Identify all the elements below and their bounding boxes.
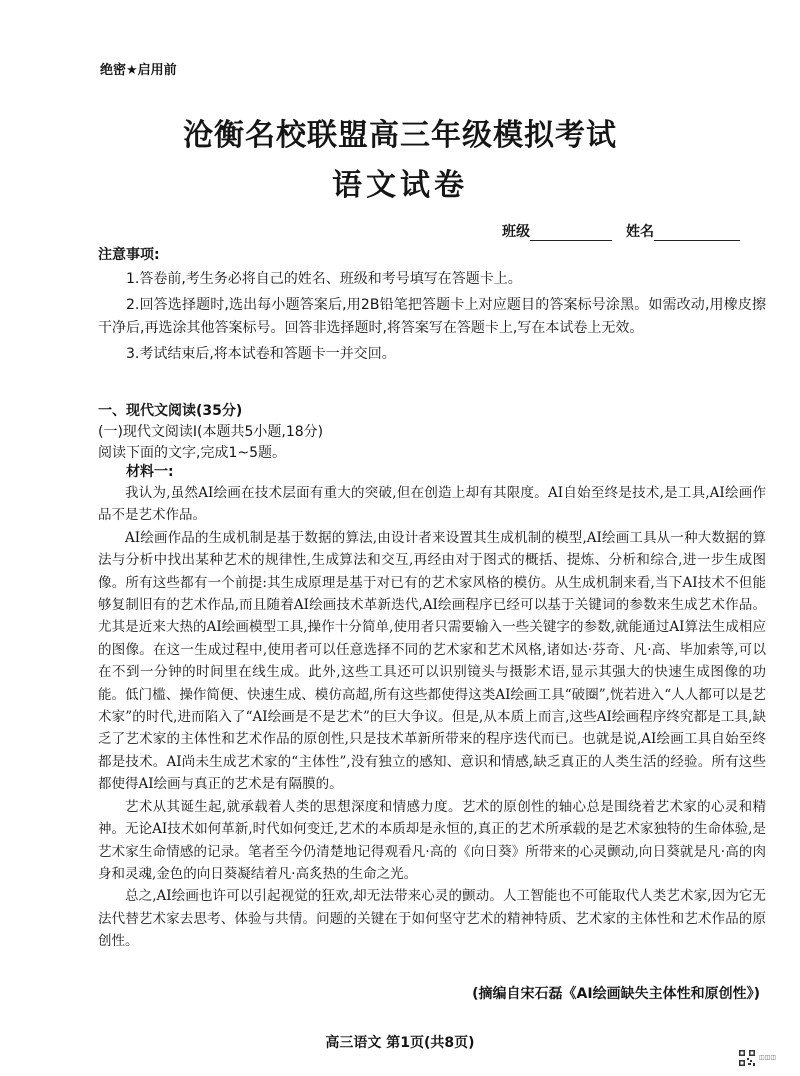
exam-subtitle: 语文试卷 xyxy=(332,168,468,203)
section-instruction: 阅读下面的文字,完成1~5题。 xyxy=(98,445,286,461)
student-info-fields xyxy=(502,221,740,241)
notice-list xyxy=(98,268,766,369)
class-label: 班级 xyxy=(502,224,530,240)
notice-item: 2.回答选择题时,选出每小题答案后,用2B铅笔把答题卡上对应题目的答案标号涂黑。如需改动,用橡皮擦干净后,再选涂其他答案标号。回答非选择题时,将答案写在答题卡上,写在本试卷上无效。 xyxy=(98,297,766,336)
material-label: 材料一: xyxy=(126,464,174,480)
passage-paragraph: 艺术从其诞生起,就承载着人类的思想深度和情感力度。艺术的原创性的轴心总是围绕着艺术家的心灵和精神。无论AI技术如何革新,时代如何变迁,艺术的本质却是永恒的,真正的艺术所承载的是艺术家独特的生命体验,是艺术家生命情感的记录。笔者至今仍清楚地记得观看凡·高的《向日葵》所带来的心灵颤动,向日葵就是凡·高的肉身和灵魂,金色的向日葵凝结着凡·高炙热的生命之光。 xyxy=(98,798,766,882)
section-title: 一、现代文阅读(35分) xyxy=(98,403,243,419)
class-blank xyxy=(530,226,612,241)
watermark-logo: ◫◫◫ xyxy=(759,1054,777,1061)
page-footer: 高三语文 第1页(共8页) xyxy=(325,1035,475,1051)
notice-heading: 注意事项: xyxy=(98,247,160,263)
name-blank xyxy=(654,226,740,241)
notice-item: 1.答卷前,考生务必将自己的姓名、班级和考号填写在答题卡上。 xyxy=(126,271,522,287)
exam-title: 沧衡名校联盟高三年级模拟考试 xyxy=(183,118,617,153)
section-subtitle: (一)现代文阅读Ⅰ(本题共5小题,18分) xyxy=(98,424,324,440)
reading-passage xyxy=(98,482,766,953)
name-label: 姓名 xyxy=(626,224,654,240)
notice-item: 3.考试结束后,将本试卷和答题卡一并交回。 xyxy=(126,346,396,362)
qr-code-icon xyxy=(738,1049,756,1067)
source-citation: (摘编自宋石磊《AI绘画缺失主体性和原创性》) xyxy=(472,986,760,1002)
confidential-mark: 绝密★启用前 xyxy=(100,63,177,78)
passage-paragraph: 我认为,虽然AI绘画在技术层面有重大的突破,但在创造上却有其限度。AI自始至终是技术,是工具,AI绘画作品不是艺术作品。 xyxy=(98,485,766,524)
passage-paragraph: 总之,AI绘画也许可以引起视觉的狂欢,却无法带来心灵的颤动。人工智能也不可能取代人类艺术家,因为它无法代替艺术家去思考、体验与共情。问题的关键在于如何坚守艺术的精神特质、艺术家的主体性和艺术作品的原创性。 xyxy=(98,888,766,950)
passage-paragraph: AI绘画作品的生成机制是基于数据的算法,由设计者来设置其生成机制的模型,AI绘画工具从一种大数据的算法与分析中找出某种艺术的规律性,生成算法和交互,再经由对于图式的概括、提炼、分析和综合,进一步生成图像。所有这些都有一个前提:其生成原理是基于对已有的艺术家风格的模仿。从生成机制来看,当下AI技术不但能够复制旧有的艺术作品,而且随着AI绘画技术革新迭代,AI绘画程序已经可以基于关键词的参数来生成艺术作品。尤其是近来大热的AI绘画模型工具,操作十分简单,使用者只需要输入一些关键字的参数,就能通过AI算法生成相应的图像。在这一生成过程中,使用者可以任意选择不同的艺术家和艺术风格,诸如达·芬奇、凡·高、毕加索等,可以在不到一分钟的时间里在线生成。此外,这些工具还可以识别镜头与摄影术语,显示其强大的快速生成图像的功能。低门槛、操作简便、快速生成、模仿高超,所有这些都使得这类AI绘画工具“破圈”,恍若进入“人人都可以是艺术家”的时代,进而陷入了“AI绘画是不是艺术”的巨大争议。但是,从本质上而言,这些AI绘画程序终究都是工具,缺乏了艺术家的主体性和艺术作品的原创性,只是技术革新所带来的程序迭代而已。也就是说,AI绘画工具自始至终都是技术。AI尚未生成艺术家的“主体性”,没有独立的感知、意识和情感,缺乏真正的人类生活的经验。所有这些都使得AI绘画与真正的艺术是有隔膜的。 xyxy=(98,529,766,793)
